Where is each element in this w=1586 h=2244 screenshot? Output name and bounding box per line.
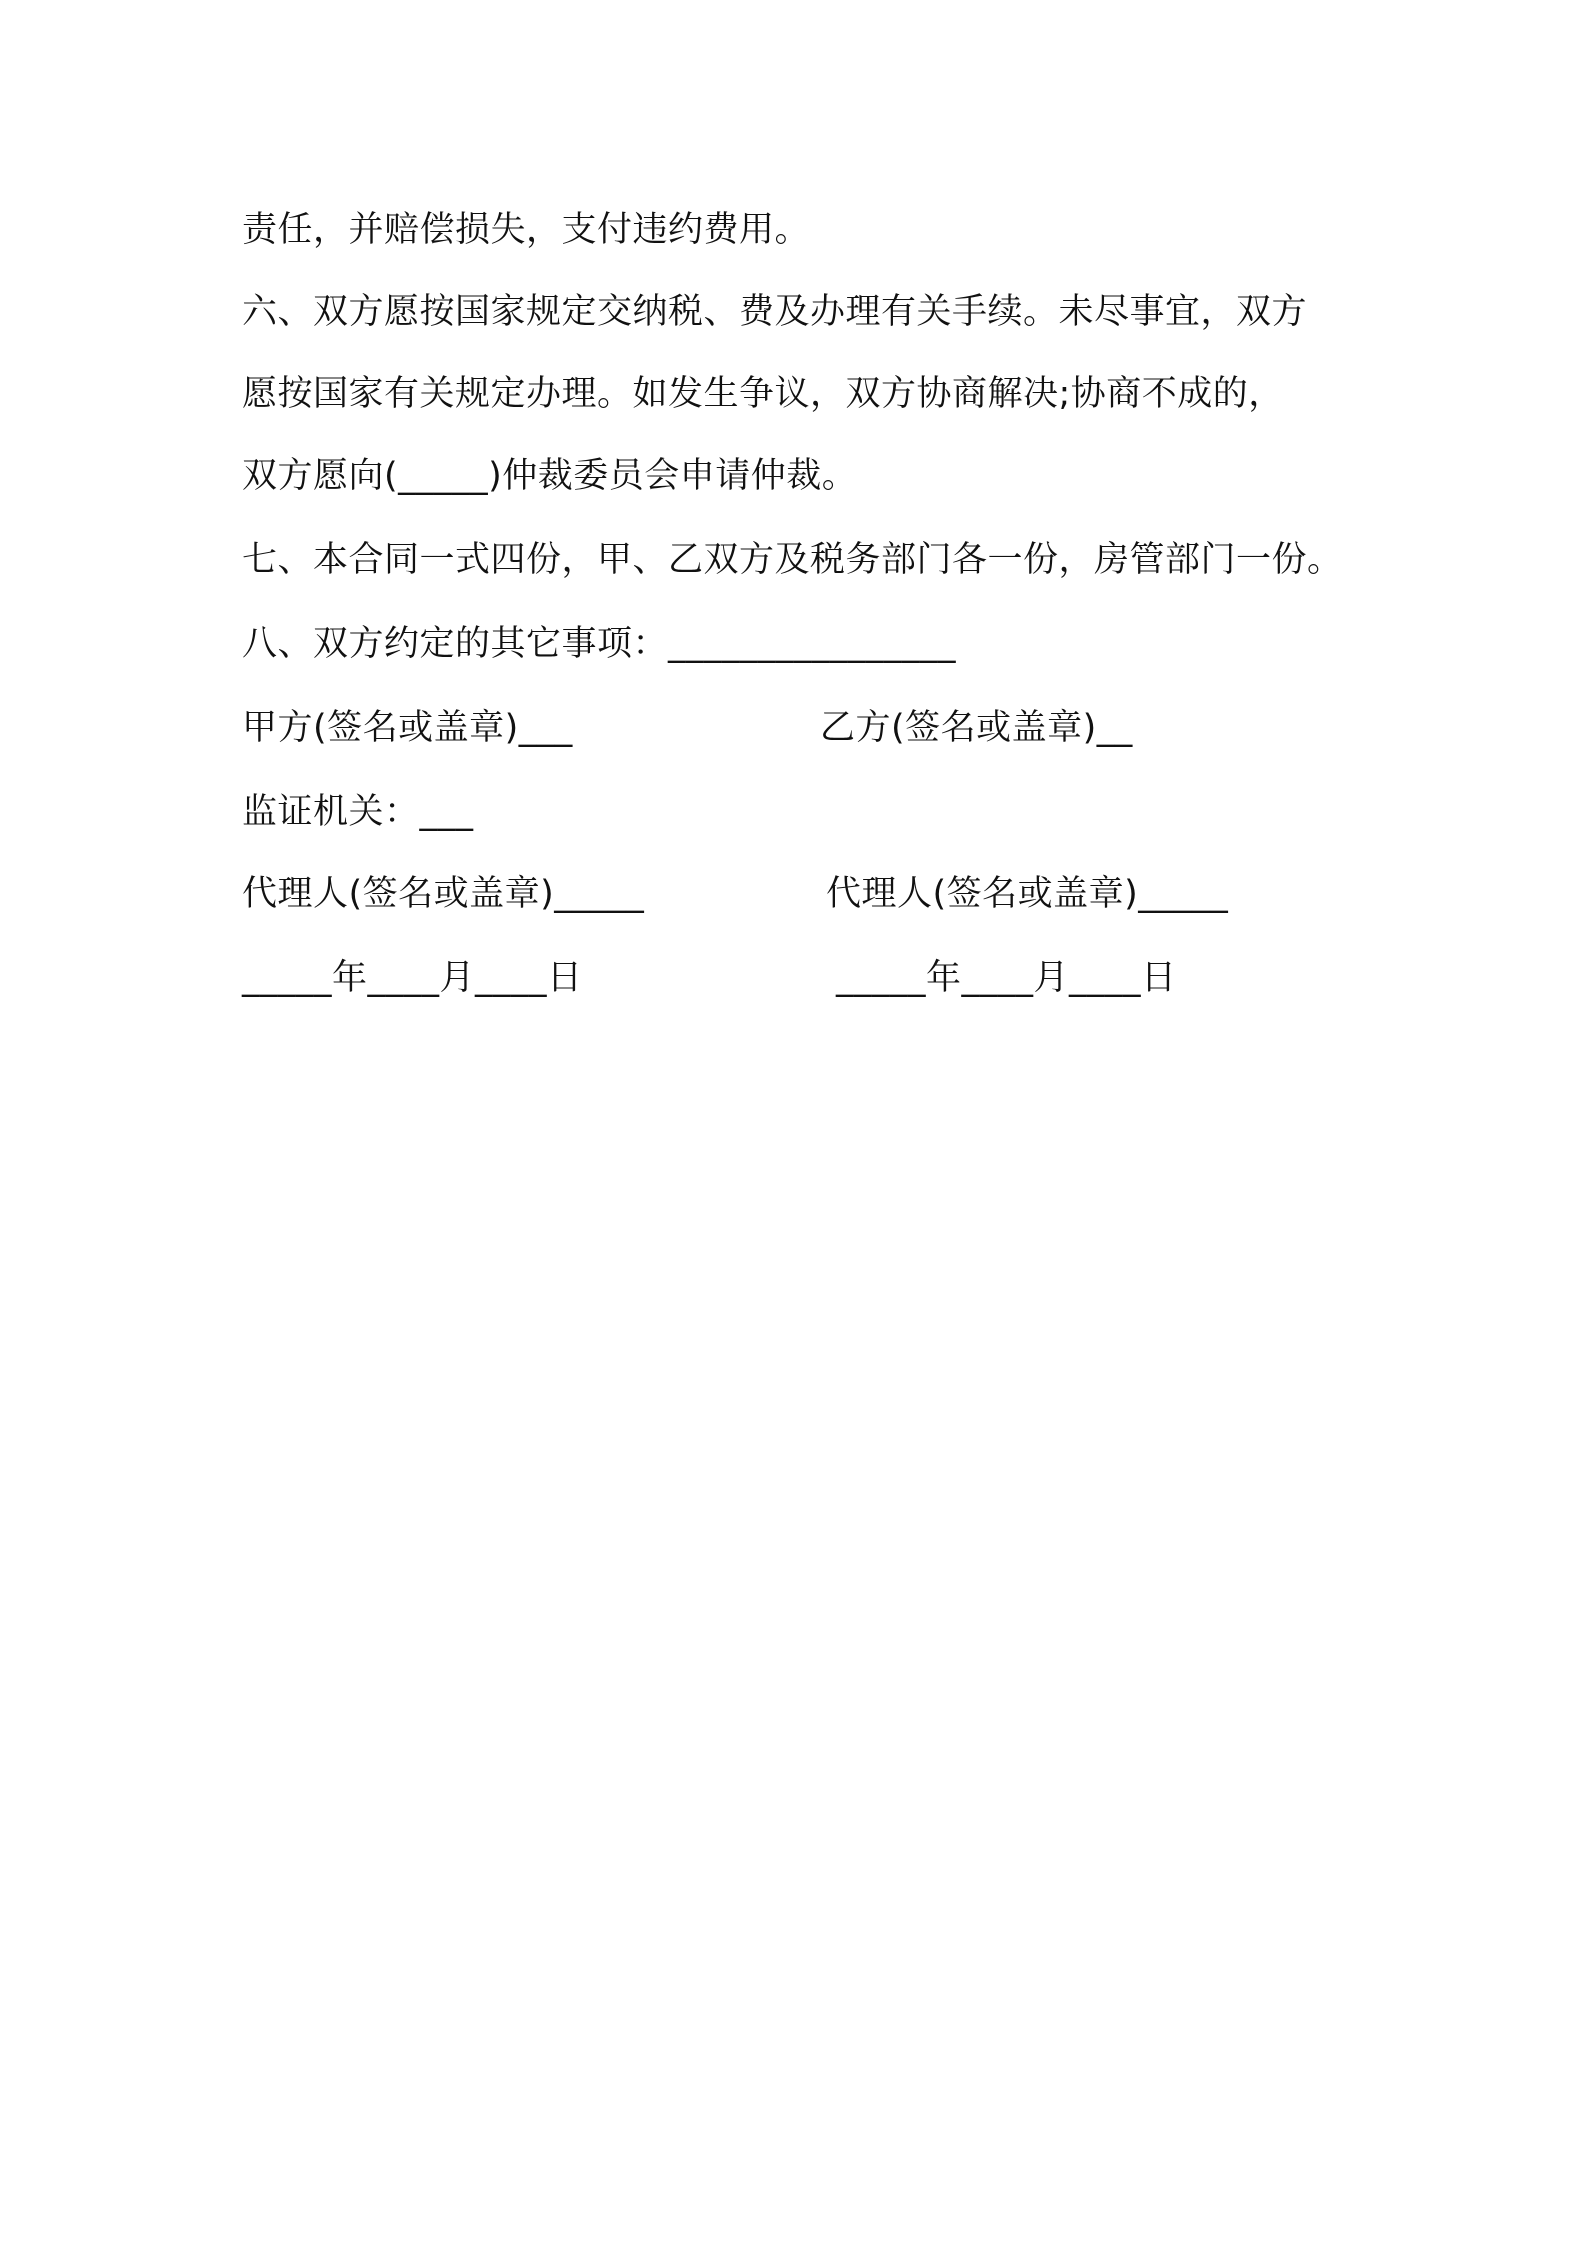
party-b-signature: 乙方(签名或盖章)__	[820, 708, 1133, 748]
paragraph-line-3: 愿按国家有关规定办理。如发生争议，双方协商解决;协商不成的，	[242, 374, 1284, 414]
date-b: _____年____月____日	[836, 958, 1177, 998]
date-a: _____年____月____日	[242, 958, 583, 998]
notary-authority: 监证机关：___	[242, 792, 474, 832]
paragraph-line-1: 责任，并赔偿损失，支付违约费用。	[242, 210, 811, 250]
paragraph-line-6: 八、双方约定的其它事项：________________	[242, 624, 957, 664]
paragraph-line-4: 双方愿向(_____)仲裁委员会申请仲裁。	[242, 456, 858, 496]
party-a-signature: 甲方(签名或盖章)___	[242, 708, 573, 748]
agent-b-signature: 代理人(签名或盖章)_____	[826, 874, 1229, 914]
agent-a-signature: 代理人(签名或盖章)_____	[242, 874, 645, 914]
paragraph-line-5: 七、本合同一式四份，甲、乙双方及税务部门各一份，房管部门一份。	[242, 540, 1343, 580]
paragraph-line-2: 六、双方愿按国家规定交纳税、费及办理有关手续。未尽事宜，双方	[242, 292, 1308, 332]
